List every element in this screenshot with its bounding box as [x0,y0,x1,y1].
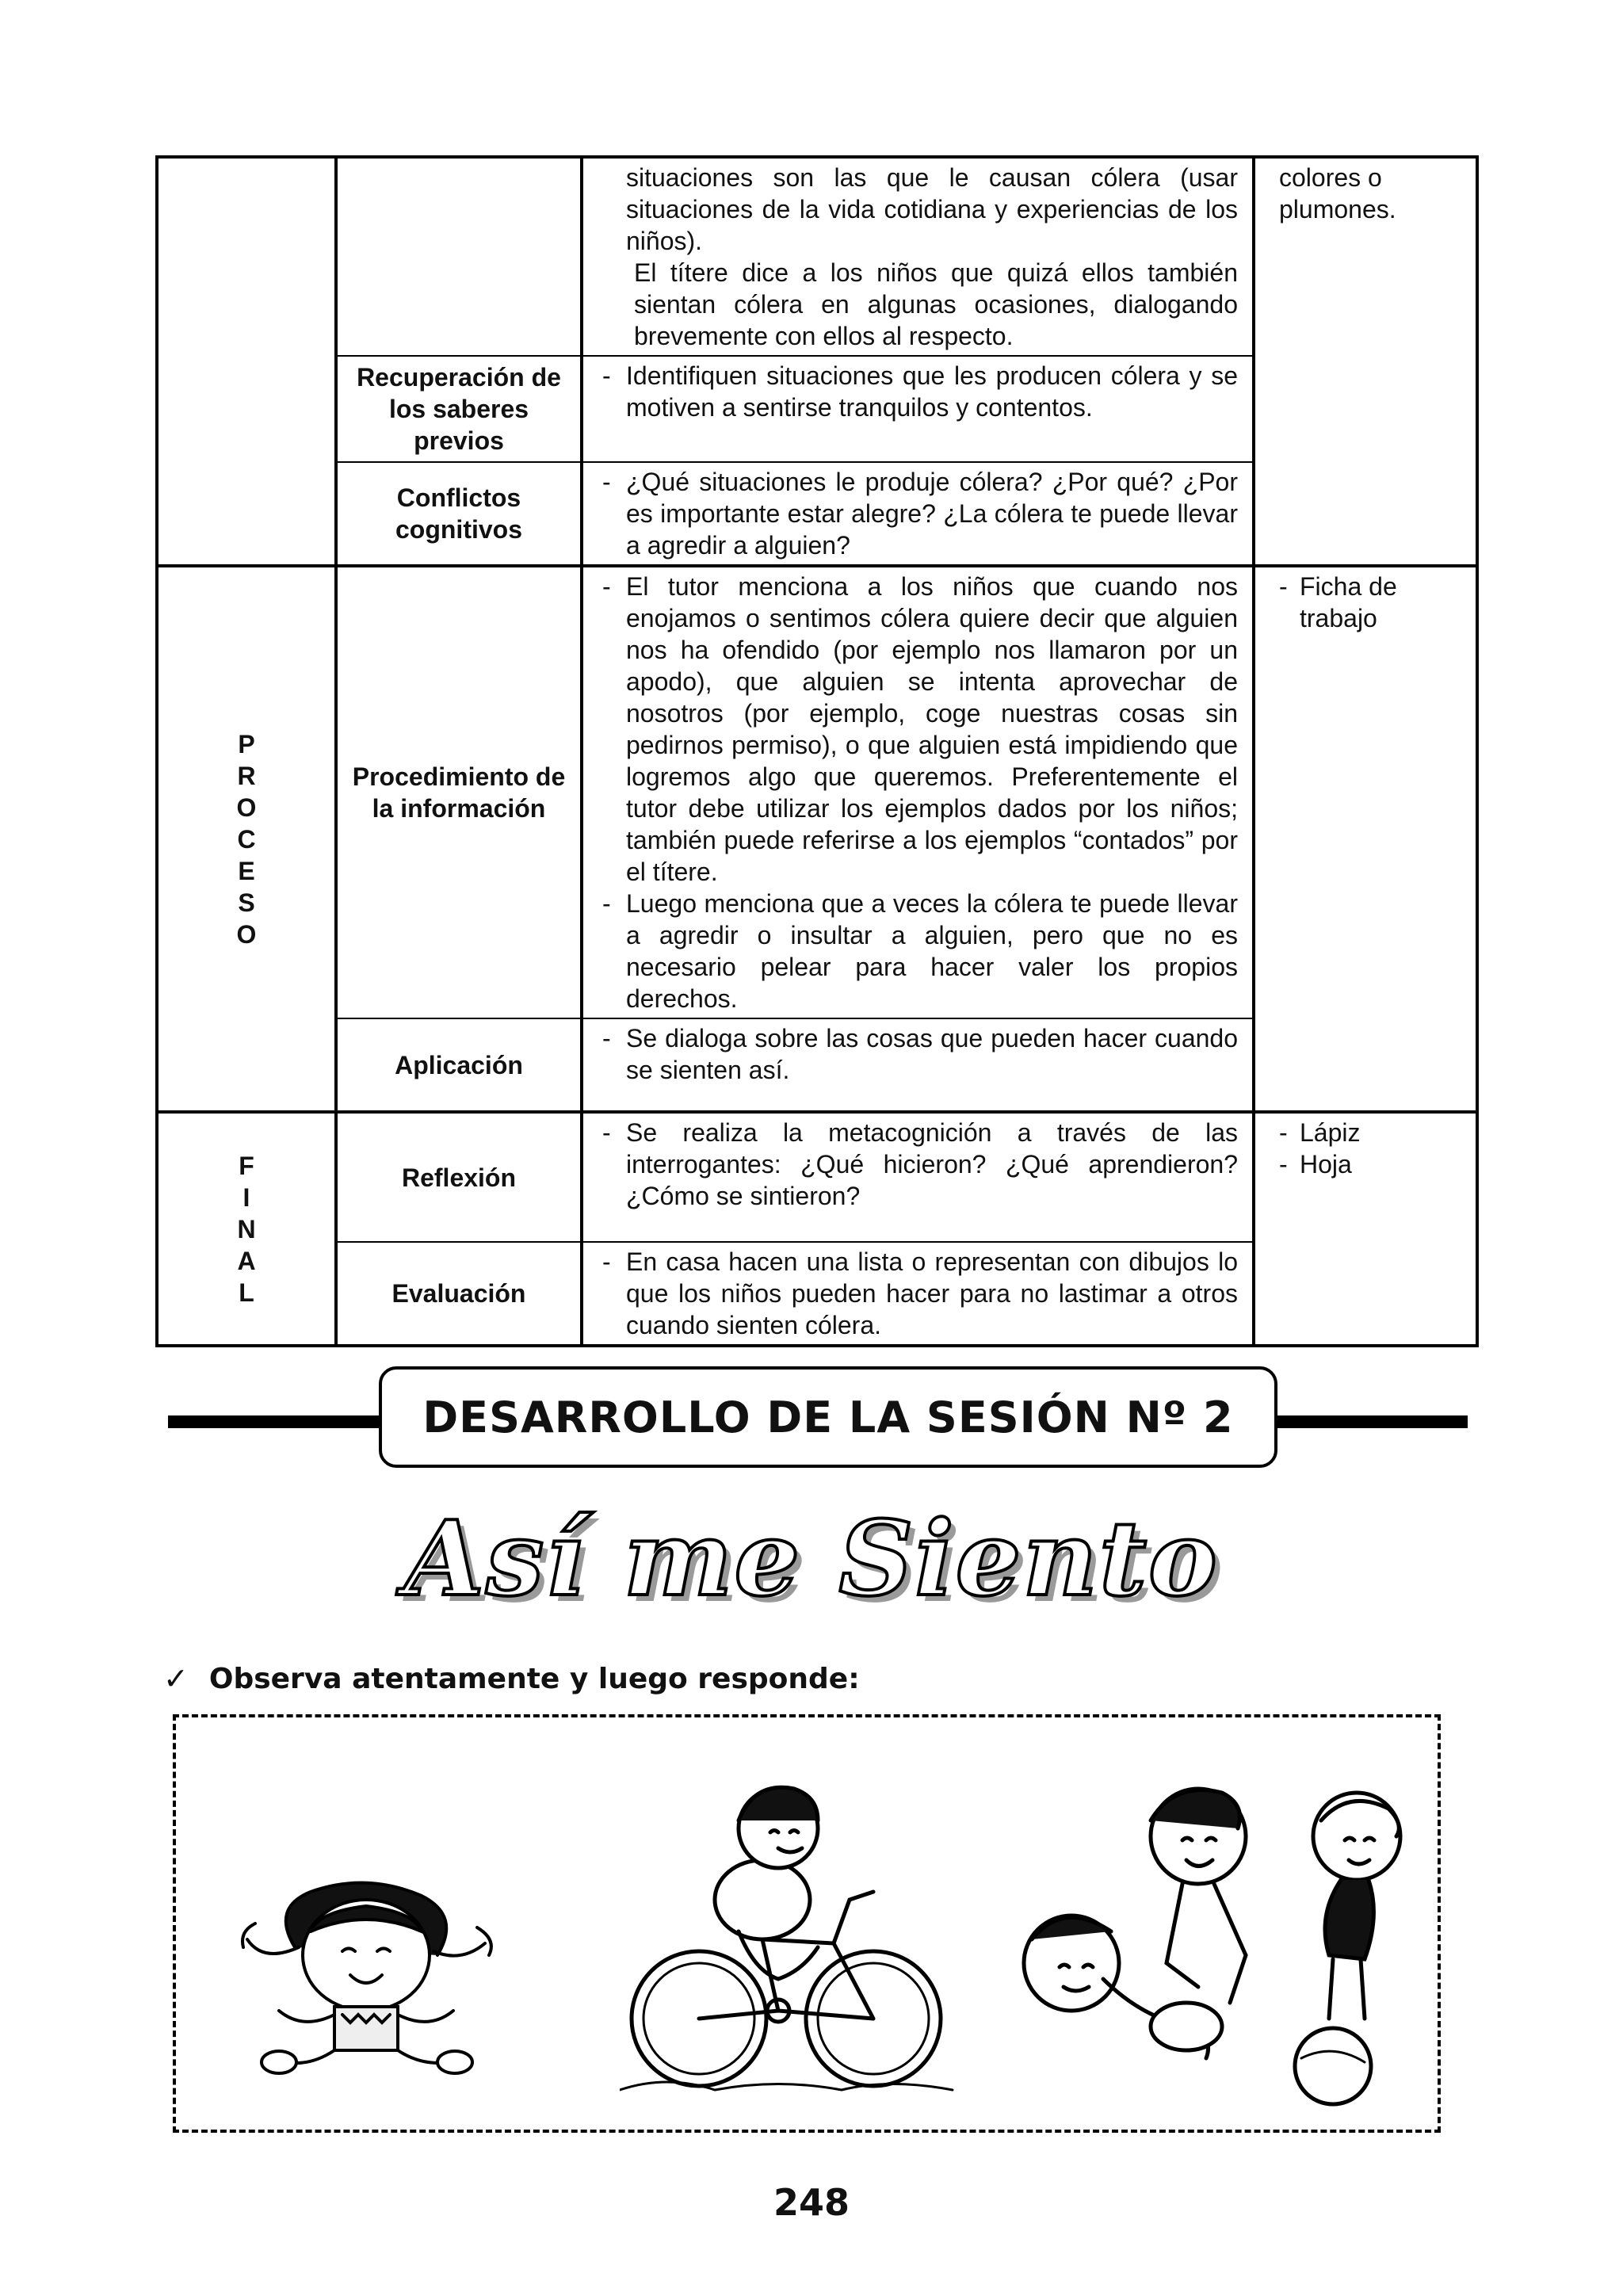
strategy-reflexion: - Se realiza la metacognición a través de las interrogantes: ¿Qué hicieron? ¿Qué aprendieron? ¿Cómo se sintieron? [582,1112,1254,1242]
phase-letter: O [236,919,257,949]
strategy-continuation [582,157,1254,356]
strategy-conflictos: - ¿Qué situaciones le produje cólera? ¿Por qué? ¿Por es importante estar alegre? ¿La cólera te puede llevar a agredir a alguien? [582,462,1254,566]
moment-reflexion: Reflexión [336,1112,582,1242]
moment-recuperacion: Recuperación de los saberes previos [336,356,582,462]
phase-letter: F [239,1151,254,1180]
resource-cell-final: - Lápiz - Hoja [1254,1112,1477,1346]
lesson-title: Así me Siento [404,1498,1219,1619]
phase-letter: R [237,761,256,790]
illustration-frame [173,1714,1441,2133]
strategy-recuperacion: - Identifiquen situaciones que les producen cólera y se motiven a sentirse tranquilos y contentos. [582,356,1254,462]
resource-cell-continuation [1254,157,1477,566]
phase-letter: P [238,729,255,758]
check-icon: ✓ [163,1661,189,1696]
strategy-aplicacion-item: Se dialoga sobre las cosas que pueden hacer cuando se sienten así. [626,1024,1238,1084]
phase-letter: L [239,1278,254,1307]
moment-procedimiento: Procedimiento de la información [336,566,582,1018]
strategy-continuation-text-1: situaciones son las que le causan cólera (usar situaciones de la vida cotidiana y experiencias de los niños). [626,163,1238,255]
phase-letter: S [238,888,255,917]
strategy-reflexion-item: Se realiza la metacognición a través de las interrogantes: ¿Qué hicieron? ¿Qué aprendieron? ¿Cómo se sintieron? [626,1118,1238,1210]
phase-cell-final [157,1112,336,1346]
phase-letter: N [237,1214,256,1244]
session-banner [379,1366,1277,1468]
instruction [163,1661,860,1696]
strategy-procedimiento-item-2: Luego menciona que a veces la cólera te puede llevar a agredir o insultar a alguien, pero que no es necesario pelear para hacer valer los propios derechos. [626,889,1238,1013]
strategy-evaluacion: - En casa hacen una lista o representan con dibujos lo que los niños pueden hacer para no lastimar a otros cuando sienten cólera. [582,1242,1254,1346]
boys-with-ball-illustration [1016,1765,1428,2114]
moment-cell-empty [336,157,582,356]
strategy-recuperacion-item: Identifiquen situaciones que les producen cólera y se motiven a sentirse tranquilos y contentos. [626,361,1238,422]
phase-letter: I [242,1182,250,1212]
boy-bicycle-illustration [620,1773,968,2106]
page-number: 248 [773,2181,850,2224]
resource-final-item-1: Lápiz [1300,1118,1361,1147]
phase-cell-proceso [157,566,336,1112]
strategy-evaluacion-item: En casa hacen una lista o representan con dibujos lo que los niños pueden hacer para no lastimar a otros cuando sienten cólera. [626,1247,1238,1339]
moment-aplicacion: Aplicación [336,1018,582,1112]
strategy-conflictos-item: ¿Qué situaciones le produje cólera? ¿Por qué? ¿Por es importante estar alegre? ¿La cólera te puede llevar a agredir a alguien? [626,468,1238,560]
session-table [155,155,1479,1347]
resource-final-item-2: Hoja [1300,1150,1352,1179]
session-banner-title: DESARROLLO DE LA SESIÓN Nº 2 [422,1392,1234,1442]
moment-conflictos: Conflictos cognitivos [336,462,582,566]
phase-letter: E [238,856,255,885]
resource-proceso-item: Ficha de trabajo [1300,572,1397,632]
moment-evaluacion: Evaluación [336,1242,582,1346]
phase-letter: A [237,1246,256,1275]
phase-cell-inicio [157,157,336,566]
strategy-procedimiento-item-1: El tutor menciona a los niños que cuando nos enojamos o sentimos cólera quiere decir que alguien nos ha ofendido (por ejemplo nos llamaron por un apodo), que alguien se intenta aprovechar de nosotros (por ejemplo, coge nuestras cosas sin pedirnos permiso), o que alguien está impidiendo que logremos algo que queremos. Preferentemente el tutor debe utilizar los ejemplos dados por los niños; también puede referirse a los ejemplos “contados” por el títere. [626,572,1238,886]
happy-girl-illustration [223,1876,509,2082]
instruction-text: Observa atentamente y luego responde: [208,1662,860,1695]
strategy-continuation-text-2: El títere dice a los niños que quizá ellos también sientan cólera en algunas ocasiones, dialogando brevemente con ellos al respecto. [634,258,1238,350]
phase-letter: C [237,824,256,854]
phase-letter: O [236,793,257,822]
strategy-aplicacion: - Se dialoga sobre las cosas que pueden hacer cuando se sienten así. [582,1018,1254,1112]
strategy-procedimiento: - El tutor menciona a los niños que cuando nos enojamos o sentimos cólera quiere decir que alguien nos ha ofendido (por ejemplo nos llamaron por un apodo), que alguien se intenta aprovechar de nosotros (por ejemplo, coge nuestras cosas sin pedirnos permiso), o que alguien está impidiendo que logremos algo que queremos. Preferentemente el tutor debe utilizar los ejemplos dados por los niños; también puede referirse a los ejemplos “contados” por el títere. - Luego menciona que a veces la cólera te puede llevar a agredir o insultar a alguien, pero que no es necesario pelear para hacer valer los propios derechos. [582,566,1254,1018]
resource-continuation-text: colores o plumones. [1279,163,1396,223]
resource-cell-proceso: - Ficha de trabajo [1254,566,1477,1112]
